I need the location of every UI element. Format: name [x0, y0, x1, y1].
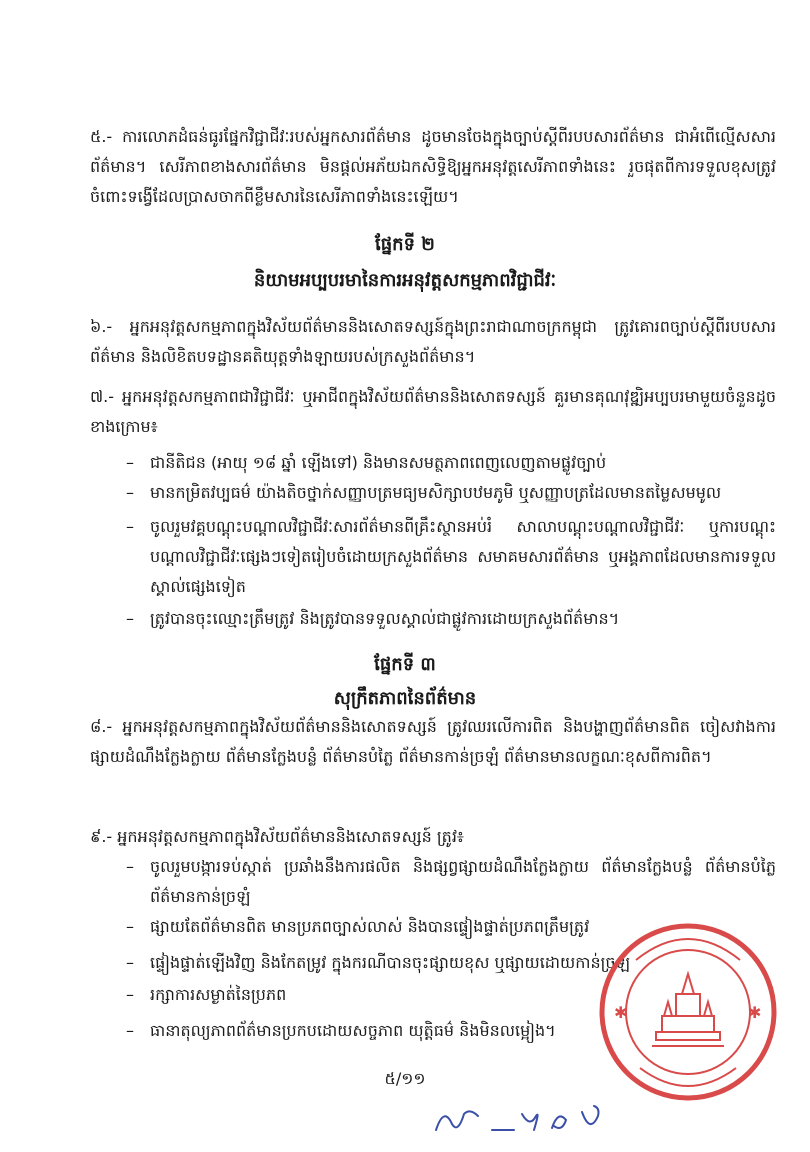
list-item: [126, 478, 776, 508]
list-item-text: ផ្ទៀងផ្ទាត់ឡើងវិញ និងកែតម្រូវ ក្នុងករណីបានចុះផ្សាយខុស ឬផ្សាយដោយកាន់ច្រឡំ: [150, 953, 631, 972]
part-3-number: ផ្នែកទី ៣: [374, 654, 436, 675]
list-item: [126, 448, 776, 478]
list-item-text: ចូលរួមវគ្គបណ្តុះបណ្តាលវិជ្ជាជីវៈសារព័ត៌មានពីគ្រឹះស្ថានអប់រំ សាលាបណ្តុះបណ្តាលវិជ្ជាជីវៈ ឬការបណ្តុះបណ្តាលវិជ្ជាជីវៈផ្សេងៗទៀតរៀបចំដោយក្រសួងព័ត៌មាន សមាគមសារព័ត៌មាន ឬអង្គភាពដែលមានការទទួលស្គាល់ផ្សេងទៀត: [150, 517, 776, 596]
list-item-text: ចូលរួមបង្ការទប់ស្កាត់ ប្រឆាំងនឹងការផលិត និងផ្សព្វផ្សាយដំណឹងក្លែងក្លាយ ព័ត៌មានក្លែងបន្លំ ព័ត៌មានបំភ្លៃ ព័ត៌មានកាន់ច្រឡំ: [150, 857, 776, 906]
list-item: [126, 852, 776, 912]
svg-text:✱: ✱: [748, 1003, 762, 1022]
bullet-dash: –: [126, 857, 134, 876]
list-item-text: ជានីតិជន (អាយុ ១៨ ឆ្នាំ ឡើងទៅ) និងមានសមត្ថភាពពេញលេញតាមផ្លូវច្បាប់: [150, 453, 607, 472]
list-item-text: ត្រូវបានចុះឈ្មោះត្រឹមត្រូវ និងត្រូវបានទទួលស្គាល់ជាផ្លូវការដោយក្រសួងព័ត៌មាន។: [150, 609, 620, 628]
bullet-dash: –: [126, 985, 134, 1004]
paragraph-5: ៥.- ការលោភដំធន់ធូរផ្នែកវិជ្ជាជីវៈរបស់អ្នកសារព័ត៌មាន ដូចមានចែងក្នុងច្បាប់ស្តីពីរបបសារព័ត៌មាន ជាអំពើល្មើសសារព័ត៌មាន។ សេរីភាពខាងសារព័ត៌មាន មិនផ្តល់អភ័យឯកសិទ្ធិឱ្យអ្នកអនុវត្តសេរីភាពទាំងនេះ រួចផុតពីការទទួលខុសត្រូវចំពោះទង្វើដែលប្រាសចាកពីខ្លឹមសារនៃសេរីភាពទាំងនេះឡើយ។: [90, 127, 776, 206]
paragraph-9: ៩.- អ្នកអនុវត្តសកម្មភាពក្នុងវិស័យព័ត៌មាននិងសោតទស្សន៍ ត្រូវ៖: [90, 827, 464, 846]
part-3-title: សុក្រឹតភាពនៃព័ត៌មាន: [333, 688, 477, 709]
paragraph-8: ៨.- អ្នកអនុវត្តសកម្មភាពក្នុងវិស័យព័ត៌មាននិងសោតទស្សន៍ ត្រូវឈរលើការពិត និងបង្ហាញព័ត៌មានពិត ចៀសវាងការផ្សាយដំណឹងក្លែងក្លាយ ព័ត៌មានក្លែងបន្លំ ព័ត៌មានបំភ្លៃ ព័ត៌មានកាន់ច្រឡំ ព័ត៌មានមានលក្ខណៈខុសពីការពិត។: [90, 717, 776, 766]
bullet-dash: –: [126, 953, 134, 972]
part-2-number: ផ្នែកទី ២: [375, 234, 435, 255]
bullet-dash: –: [126, 917, 134, 936]
bullet-dash: –: [126, 453, 134, 472]
page-number: ៥/១១: [384, 1069, 426, 1088]
official-seal: [596, 920, 780, 1104]
handwritten-initials: [430, 1100, 610, 1144]
list-item: [126, 604, 776, 634]
svg-text:✱: ✱: [614, 1003, 628, 1022]
list-item-text: ផ្សាយតែព័ត៌មានពិត មានប្រភពច្បាស់លាស់ និងបានផ្ទៀងផ្ទាត់ប្រភពត្រឹមត្រូវ: [150, 917, 590, 936]
bullet-dash: –: [126, 517, 134, 536]
list-item: [126, 512, 776, 602]
list-item-text: ធានាតុល្យភាពព័ត៌មានប្រកបដោយសច្ចភាព យុត្តិធម៌ និងមិនលម្អៀង។: [150, 1021, 556, 1040]
list-item-text: រក្សាការសម្ងាត់នៃប្រភព: [150, 985, 287, 1004]
bullet-dash: –: [126, 1021, 134, 1040]
bullet-dash: –: [126, 609, 134, 628]
bullet-dash: –: [126, 483, 134, 502]
paragraph-6: ៦.- អ្នកអនុវត្តសកម្មភាពក្នុងវិស័យព័ត៌មាននិងសោតទស្សន៍ក្នុងព្រះរាជាណាចក្រកម្ពុជា ត្រូវគោរពច្បាប់ស្តីពីរបបសារព័ត៌មាន និងលិខិតបទដ្ឋានគតិយុត្តទាំងឡាយរបស់ក្រសួងព័ត៌មាន។: [90, 317, 776, 366]
paragraph-7: ៧.- អ្នកអនុវត្តសកម្មភាពជាវិជ្ជាជីវៈ ឬអាជីពក្នុងវិស័យព័ត៌មាននិងសោតទស្សន៍ គួរមានគុណវុឌ្ឍិអប្បបរមាមួយចំនួនដូចខាងក្រោម៖: [90, 387, 776, 436]
part-2-title: និយាមអប្បបរមានៃការអនុវត្តសកម្មភាពវិជ្ជាជីវៈ: [253, 270, 557, 291]
list-item-text: មានកម្រិតវប្បធម៌ យ៉ាងតិចថ្នាក់សញ្ញាបត្រមធ្យមសិក្សាបឋមភូមិ ឬសញ្ញាបត្រដែលមានតម្លៃសមមូល: [150, 483, 722, 502]
